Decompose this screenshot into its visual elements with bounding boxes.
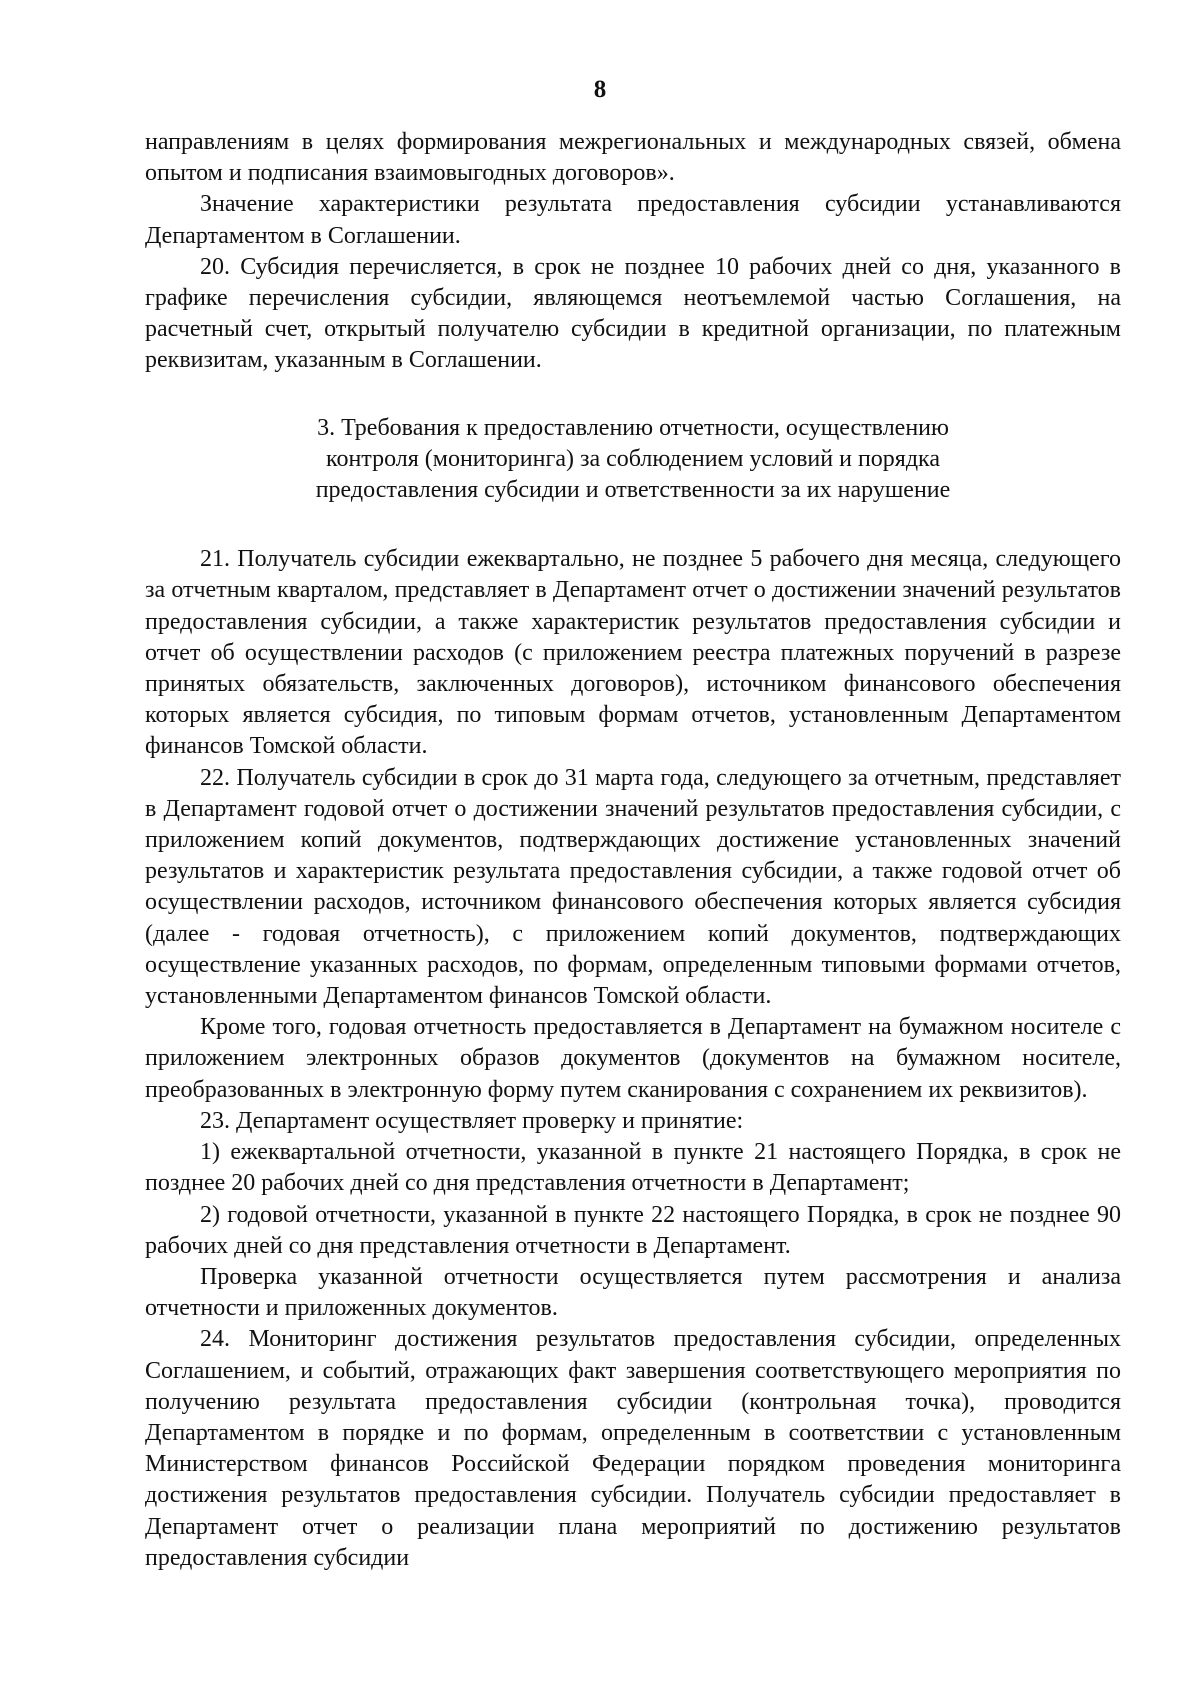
paragraph-item-23: 23. Департамент осуществляет проверку и принятие: [200,1107,744,1134]
section-heading [145,413,1121,507]
section-heading-line: 3. Требования к предоставлению отчетности, осуществлению [317,414,949,441]
section-heading-line: предоставления субсидии и ответственности за их нарушение [315,477,951,504]
paragraph-item-24: 24. Мониторинг достижения результатов предоставления субсидии, определенных Соглашением, и событий, отражающих факт завершения соответствующего мероприятия по получению результата предоставления субсидии (контрольная точка), проводится Департаментом в порядке и по формам, определенным в соответствии с установленным Министерством финансов Российской Федерации порядком проведения мониторинга достижения результатов предоставления субсидии. Получатель субсидии предоставляет в Департамент отчет о реализации плана мероприятий по достижению результатов предоставления субсидии [145,1326,1121,1571]
page-number: 8 [593,76,607,103]
paragraph-characteristic-value: Значение характеристики результата предоставления субсидии устанавливаются Департаментом в Соглашении. [145,191,1121,249]
paragraph-continuation: направлениям в целях формирования межрегиональных и международных связей, обмена опытом и подписания взаимовыгодных договоров». [145,129,1121,187]
document-body [145,127,1121,1574]
paragraph-item-23-1: 1) ежеквартальной отчетности, указанной в пункте 21 настоящего Порядка, в срок не позднее 20 рабочих дней со дня представления отчетности в Департамент; [145,1139,1121,1197]
paragraph-item-23-2: 2) годовой отчетности, указанной в пункте 22 настоящего Порядка, в срок не позднее 90 рабочих дней со дня представления отчетности в Департамент. [145,1201,1121,1259]
paragraph-annual-paper: Кроме того, годовая отчетность предоставляется в Департамент на бумажном носителе с приложением электронных образов документов (документов на бумажном носителе, преобразованных в электронную форму путем сканирования с сохранением их реквизитов). [145,1014,1121,1103]
paragraph-item-20: 20. Субсидия перечисляется, в срок не позднее 10 рабочих дней со дня, указанного в графике перечисления субсидии, являющемся неотъемлемой частью Соглашения, на расчетный счет, открытый получателю субсидии в кредитной организации, по платежным реквизитам, указанным в Соглашении. [145,253,1121,374]
paragraph-check: Проверка указанной отчетности осуществляется путем рассмотрения и анализа отчетности и приложенных документов. [145,1263,1121,1322]
paragraph-item-22: 22. Получатель субсидии в срок до 31 марта года, следующего за отчетным, представляет в Департамент годовой отчет о достижении значений результатов предоставления субсидии, с приложением копий документов, подтверждающих достижение установленных значений результатов и характеристик результата предоставления субсидии, а также годовой отчет об осуществлении расходов, источником финансового обеспечения которых является субсидия (далее - годовая отчетность), с приложением копий документов, подтверждающих осуществление указанных расходов, по формам, определенным типовыми формами отчетов, установленными Департаментом финансов Томской области. [145,764,1121,1010]
paragraph-item-21: 21. Получатель субсидии ежеквартально, не позднее 5 рабочего дня месяца, следующего за отчетным кварталом, представляет в Департамент отчет о достижении значений результатов предоставления субсидии, а также характеристик результатов предоставления субсидии и отчет об осуществлении расходов (с приложением реестра платежных поручений в разрезе принятых обязательств, заключенных договоров), источником финансового обеспечения которых является субсидия, по типовым формам отчетов, установленным Департаментом финансов Томской области. [145,546,1121,760]
section-heading-line: контроля (мониторинга) за соблюдением условий и порядка [326,445,940,472]
